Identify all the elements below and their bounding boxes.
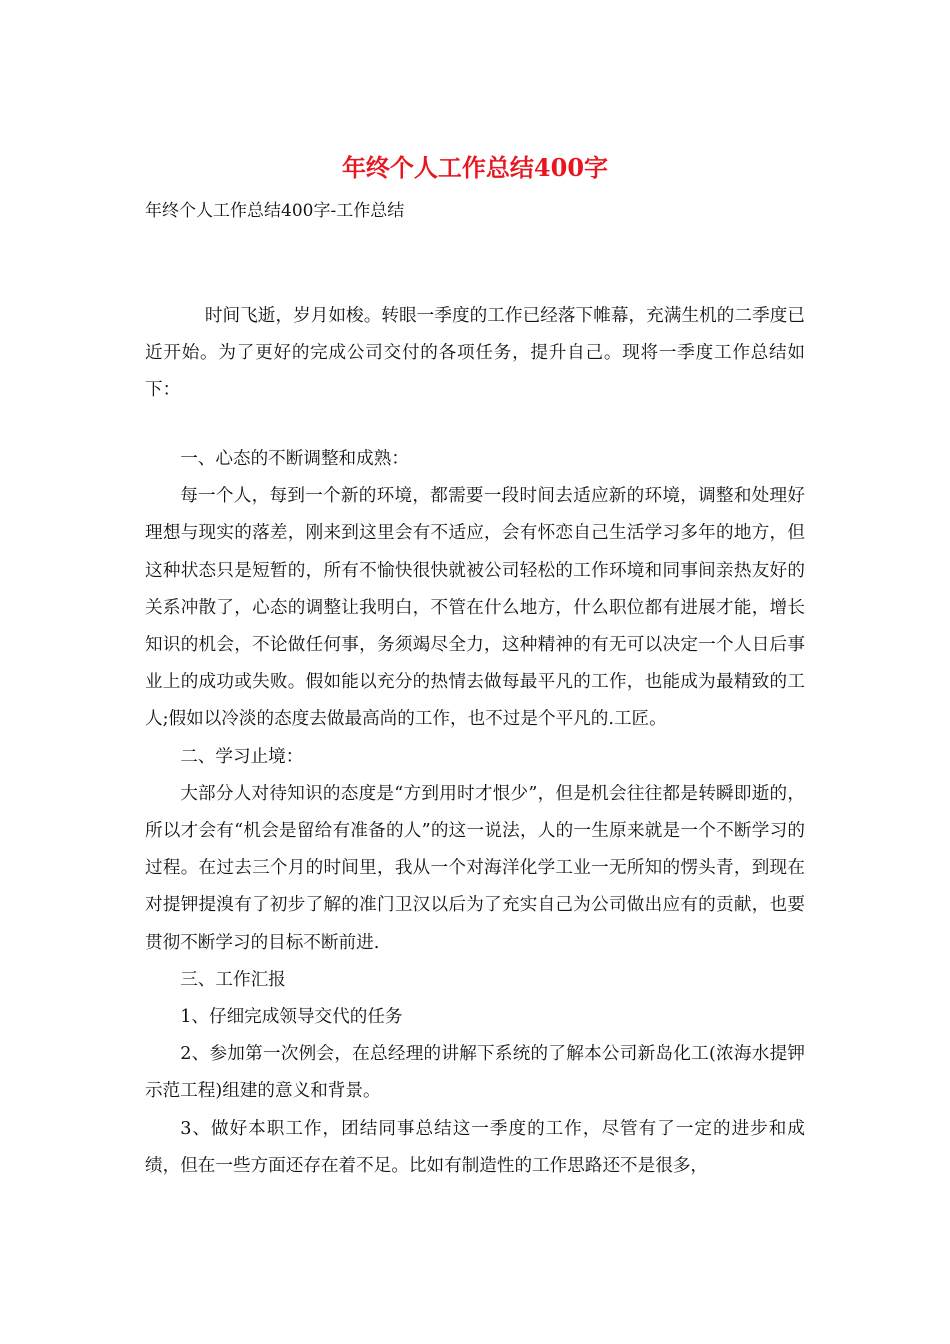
section-heading-work-report: 三、工作汇报 bbox=[180, 969, 286, 990]
intro-paragraph: 时间飞逝，岁月如梭。转眼一季度的工作已经落下帷幕，充满生机的二季度已近开始。为了更好的完成公司交付的各项任务，提升自己。现将一季度工作总结如下： bbox=[145, 306, 805, 401]
section-heading-learning: 二、学习止境： bbox=[180, 746, 304, 767]
work-report-item-3: 3、做好本职工作，团结同事总结这一季度的工作，尽管有了一定的进步和成绩，但在一些方面还存在着不足。比如有制造性的工作思路还不是很多， bbox=[145, 1118, 805, 1176]
work-report-item-1: 1、仔细完成领导交代的任务 bbox=[180, 1007, 403, 1028]
document-title: 年终个人工作总结400字 bbox=[341, 153, 609, 182]
section-heading-mindset: 一、心态的不断调整和成熟： bbox=[180, 449, 409, 469]
paragraph-mindset: 每一个人，每到一个新的环境，都需要一段时间去适应新的环境，调整和处理好理想与现实的落差，刚来到这里会有不适应，会有怀恋自己生活学习多年的地方，但这种状态只是短暂的，所有不愉快很快就被公司轻松的工作环境和同事间亲热友好的关系冲散了，心态的调整让我明白，不管在什么地方，什么职位都有进展才能，增长知识的机会，不论做任何事，务须竭尽全力，这种精神的有无可以决定一个人日后事业上的成功或失败。假如能以充分的热情去做每最平凡的工作，也能成为最精致的工人;假如以冷淡的态度去做最高尚的工作，也不过是个平凡的.工匠。 bbox=[145, 486, 805, 730]
intro-section bbox=[145, 298, 805, 410]
document-subtitle: 年终个人工作总结400字-工作总结 bbox=[145, 201, 405, 221]
body-section bbox=[145, 441, 805, 1185]
paragraph-learning: 大部分人对待知识的态度是“方到用时才恨少”，但是机会往往都是转瞬即逝的，所以才会有“机会是留给有准备的人”的这一说法，人的一生原来就是一个不断学习的过程。在过去三个月的时间里，我从一个对海洋化学工业一无所知的愣头青，到现在对提钾提溴有了初步了解的准门卫汉以后为了充实自己为公司做出应有的贡献，也要贯彻不断学习的目标不断前进. bbox=[145, 783, 805, 953]
work-report-item-2: 2、参加第一次例会，在总经理的讲解下系统的了解本公司新岛化工(浓海水提钾示范工程)组建的意义和背景。 bbox=[145, 1044, 805, 1102]
